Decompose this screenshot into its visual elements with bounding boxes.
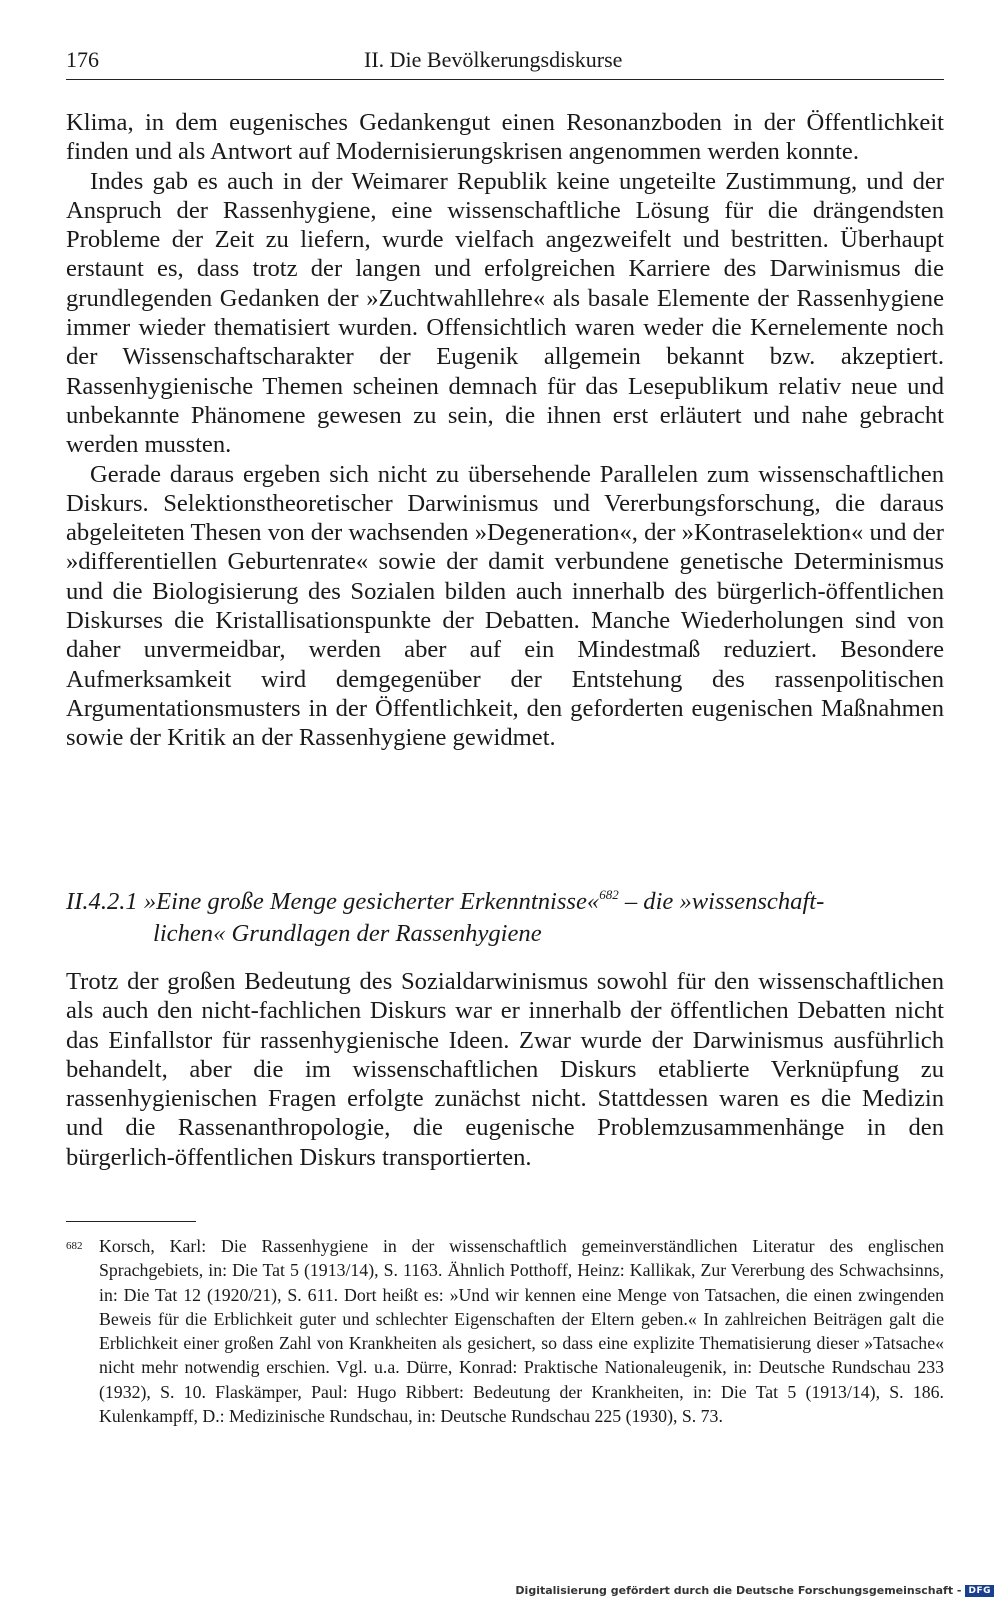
digitization-credit <box>515 1584 994 1597</box>
footnote-text: Korsch, Karl: Die Rassenhygiene in der wissenschaftlich gemeinverständlichen Literatur des englischen Sprachgebiets, in: Die Tat 5 (1913/14), S. 1163. Ähnlich Potthoff, Heinz: Kallikak, Zur Vererbung des Schwachsinns, in: Die Tat 12 (1920/21), S. 611. Dort heißt es: »Und wir kennen eine Menge von Tatsachen, die einen zwingenden Beweis für die Erblichkeit guter und schlechter Eigenschaften der Eltern geben.« In zahlreichen Beiträgen galt die Erblichkeit einer großen Zahl von Krankheiten als gesichert, so dass eine explizite Thematisierung dieser »Tatsache« nicht mehr notwendig erschien. Vgl. u.a. Dürre, Konrad: Praktische Nationaleugenik, in: Deutsche Rundschau 233 (1932), S. 10. Flaskämper, Paul: Hugo Ribbert: Bedeutung der Krankheiten, in: Die Tat 5 (1913/14), S. 186. Kulenkampff, D.: Medizinische Rundschau, in: Deutsche Rundschau 225 (1930), S. 73. <box>99 1236 944 1427</box>
running-header <box>66 47 944 80</box>
digitization-credit-text: Digitalisierung gefördert durch die Deutsche Forschungsgemeinschaft - <box>515 1584 962 1597</box>
section-body <box>66 967 944 1172</box>
paragraph: Indes gab es auch in der Weimarer Republik keine ungeteilte Zustimmung, und der Anspruch der Rassenhygiene, eine wissenschaftliche Lösung für die drängendsten Probleme der Zeit zu liefern, wurde vielfach angezweifelt und bestritten. Überhaupt erstaunt es, dass trotz der langen und erfolgreichen Karriere des Darwinismus die grundlegenden Gedanken der »Zuchtwahllehre« als basale Elemente der Rassenhygiene immer wieder thematisiert wurden. Offensichtlich waren weder die Kernelemente noch der Wissenschaftscharakter der Eugenik allgemein bekannt bzw. akzeptiert. Rassenhygienische Themen scheinen demnach für das Lesepublikum relativ neue und unbekannte Phänomene gewesen zu sein, die ihnen erst erläutert und nahe gebracht werden mussten. <box>66 167 944 459</box>
section-heading-line: lichen« Grundlagen der Rassenhygiene <box>153 920 542 947</box>
running-title: II. Die Bevölkerungsdiskurse <box>364 47 623 72</box>
body-text <box>66 108 944 753</box>
section-heading-line <box>66 879 944 918</box>
paragraph: Trotz der großen Bedeutung des Sozialdarwinismus sowohl für den wissenschaftlichen als auch den nicht-fachlichen Diskurs war er innerhalb der öffentlichen Debatten nicht das Einfallstor für rassenhygienische Ideen. Zwar wurde der Darwinismus ausführlich behandelt, aber die im wissenschaftlichen Diskurs etablierte Verknüpfung zu rassenhygienischen Fragen erfolgte zunächst nicht. Stattdessen waren es die Medizin und die Rassenanthropologie, die eugenische Problemzusammenhänge in den bürgerlich-öffentlichen Diskurs transportierten. <box>66 968 944 1171</box>
footnote-reference: 682 <box>599 887 619 902</box>
footnote-number: 682 <box>66 1240 83 1252</box>
section-heading-text: II.4.2.1 »Eine große Menge gesicherter Erkenntnisse« <box>66 888 600 915</box>
footnote-divider <box>66 1221 196 1222</box>
section-heading-text: – die »wissenschaft- <box>618 888 825 915</box>
footnote <box>66 1234 944 1428</box>
section-heading <box>66 879 944 950</box>
paragraph: Klima, in dem eugenisches Gedankengut einen Resonanzboden in der Öffentlichkeit finden und als Antwort auf Modernisierungskrisen angenommen werden konnte. <box>66 109 944 166</box>
paragraph: Gerade daraus ergeben sich nicht zu übersehende Parallelen zum wissenschaftlichen Diskurs. Selektionstheoretischer Darwinismus und Vererbungsforschung, die daraus abgeleiteten Thesen von der wachsenden »Degeneration«, der »Kontraselektion« und der »differentiellen Geburtenrate« sowie der damit verbundene genetische Determinismus und die Biologisierung des Sozialen bilden auch innerhalb des bürgerlich-öffentlichen Diskurses die Kristallisationspunkte der Debatten. Manche Wiederholungen sind von daher unvermeidbar, werden aber auf ein Mindestmaß reduziert. Besondere Aufmerksamkeit wird demgegenüber der Entstehung des rassenpolitischen Argumentationsmusters in der Öffentlichkeit, den geforderten eugenischen Maßnahmen sowie der Kritik an der Rassenhygiene gewidmet. <box>66 460 944 752</box>
dfg-logo: DFG <box>965 1585 994 1597</box>
page-number: 176 <box>66 47 99 72</box>
